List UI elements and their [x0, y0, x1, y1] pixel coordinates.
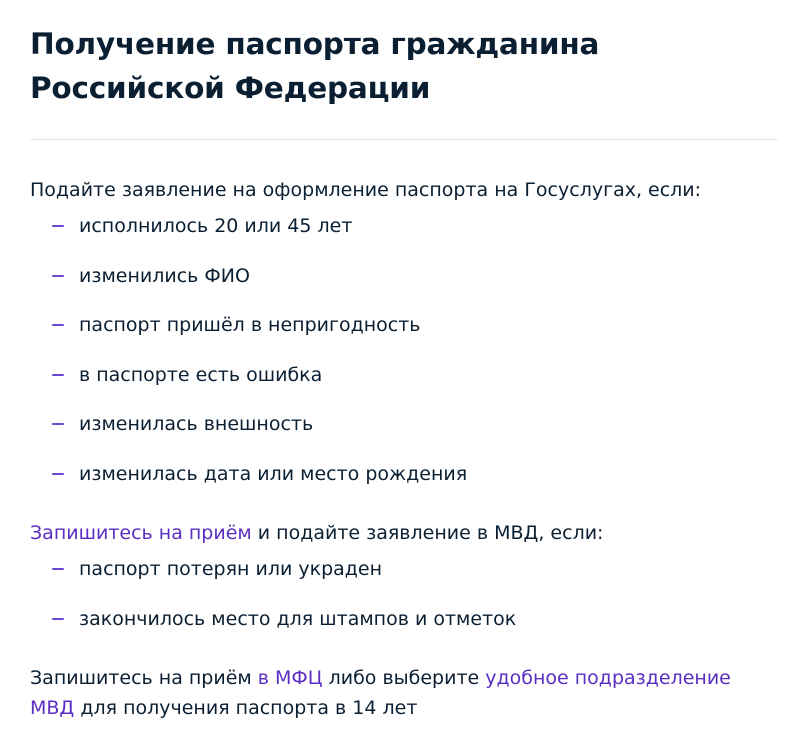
dash-bullet-icon	[52, 473, 64, 475]
list-item-text: исполнилось 20 или 45 лет	[79, 215, 353, 237]
list-item-text: паспорт пришёл в непригодность	[79, 314, 421, 336]
mvd-department-link[interactable]: удобное подразделение МВД	[30, 667, 731, 719]
age-14-text-3: для получения паспорта в 14 лет	[74, 697, 418, 719]
list-item-text: паспорт потерян или украден	[79, 558, 383, 580]
dash-bullet-icon	[52, 618, 64, 620]
dash-bullet-icon	[52, 423, 64, 425]
list-item	[30, 211, 778, 261]
list-item	[30, 409, 778, 459]
book-appointment-link[interactable]: Запишитесь на приём	[30, 522, 252, 544]
content-page	[30, 0, 778, 723]
dash-bullet-icon	[52, 324, 64, 326]
mvd-conditions-list	[30, 554, 778, 653]
dash-bullet-icon	[52, 374, 64, 376]
list-item-text: закончилось место для штампов и отметок	[79, 607, 517, 630]
list-item	[30, 554, 778, 604]
age-14-note	[30, 663, 778, 723]
age-14-text-2: либо выберите	[322, 667, 486, 689]
divider	[30, 139, 778, 140]
age-14-text-1: Запишитесь на приём	[30, 667, 258, 689]
dash-bullet-icon	[52, 568, 64, 570]
list-item	[30, 604, 778, 654]
dash-bullet-icon	[52, 275, 64, 277]
list-item-text: изменилась внешность	[79, 413, 314, 435]
page-title: Получение паспорта гражданина Российской Федерации	[30, 27, 600, 105]
list-item	[30, 261, 778, 311]
list-item-text: изменилась дата или место рождения	[79, 462, 468, 485]
list-item-text: в паспорте есть ошибка	[79, 363, 323, 386]
list-item	[30, 360, 778, 410]
mvd-intro	[30, 518, 778, 548]
list-item-text: изменились ФИО	[79, 264, 250, 287]
mfc-link[interactable]: в МФЦ	[257, 667, 323, 689]
list-item	[30, 310, 778, 360]
gosuslugi-conditions-list	[30, 211, 778, 508]
mvd-intro-text: и подайте заявление в МВД, если:	[251, 522, 604, 544]
list-item	[30, 459, 778, 509]
dash-bullet-icon	[52, 225, 64, 227]
gosuslugi-intro: Подайте заявление на оформление паспорта на Госуслугах, если:	[30, 179, 702, 201]
